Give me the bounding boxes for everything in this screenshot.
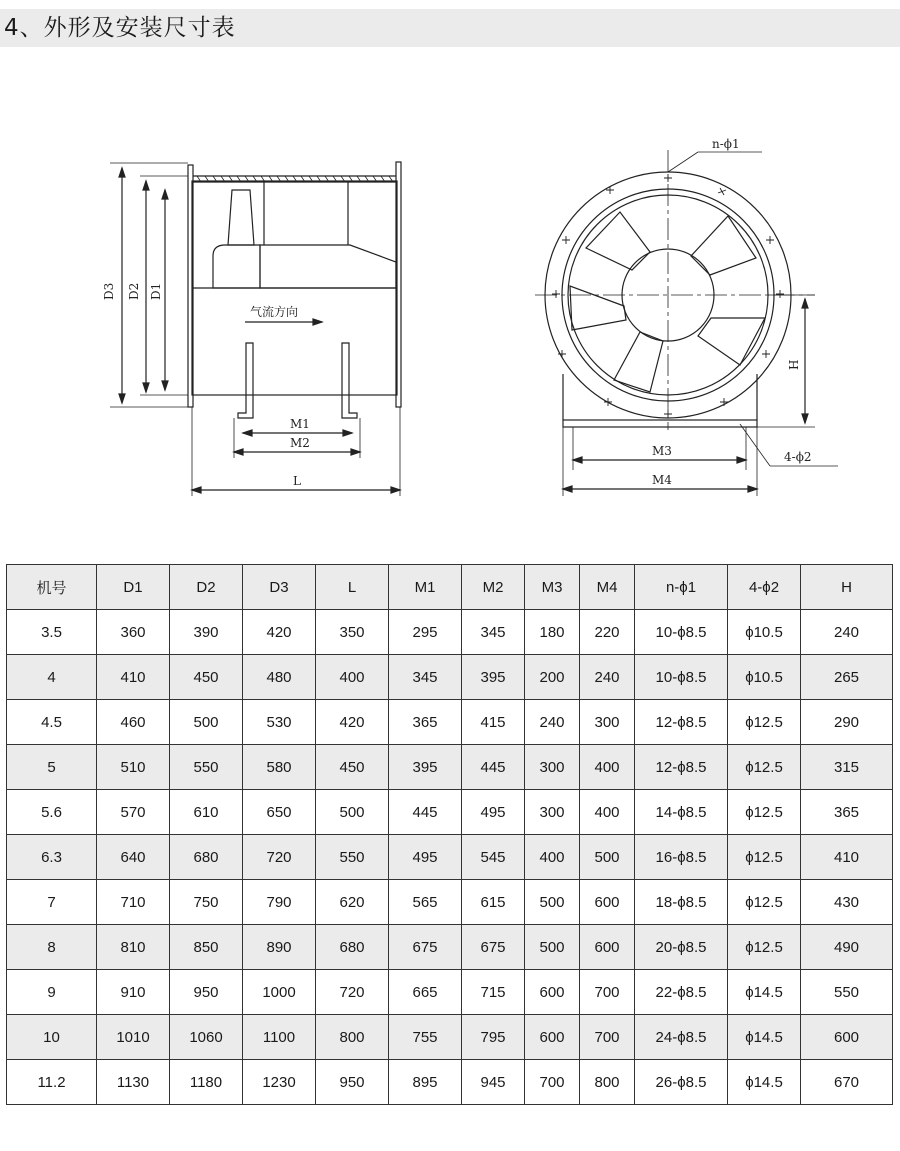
table-cell: 650 [243, 790, 316, 835]
table-cell: 495 [462, 790, 525, 835]
table-cell: 10 [7, 1015, 97, 1060]
table-cell: 410 [801, 835, 893, 880]
table-row [7, 610, 893, 655]
table-cell: 950 [170, 970, 243, 1015]
fan-dimension-drawing [0, 120, 900, 510]
table-cell: 8 [7, 925, 97, 970]
table-cell: 300 [525, 745, 580, 790]
table-cell: 400 [580, 745, 635, 790]
table-cell: ϕ10.5 [728, 610, 801, 655]
table-cell: 365 [801, 790, 893, 835]
table-cell: 1100 [243, 1015, 316, 1060]
table-cell: 240 [580, 655, 635, 700]
table-cell: 490 [801, 925, 893, 970]
table-row [7, 1060, 893, 1105]
table-cell: 545 [462, 835, 525, 880]
table-cell: 680 [316, 925, 389, 970]
table-cell: 420 [243, 610, 316, 655]
table-cell: 360 [97, 610, 170, 655]
table-cell: 430 [801, 880, 893, 925]
table-cell: 550 [316, 835, 389, 880]
table-row [7, 790, 893, 835]
table-cell: 950 [316, 1060, 389, 1105]
table-cell: 580 [243, 745, 316, 790]
table-cell: 6.3 [7, 835, 97, 880]
table-cell: 480 [243, 655, 316, 700]
table-row [7, 880, 893, 925]
table-cell: ϕ14.5 [728, 1015, 801, 1060]
n-phi1-label: n-ϕ1 [712, 137, 740, 151]
table-cell: 11.2 [7, 1060, 97, 1105]
table-cell: 1000 [243, 970, 316, 1015]
table-cell: 1230 [243, 1060, 316, 1105]
table-cell: 18-ϕ8.5 [635, 880, 728, 925]
table-cell: 5.6 [7, 790, 97, 835]
table-cell: 500 [316, 790, 389, 835]
table-cell: 550 [170, 745, 243, 790]
table-cell: 600 [580, 880, 635, 925]
table-row [7, 1015, 893, 1060]
table-cell: 675 [462, 925, 525, 970]
table-cell: 16-ϕ8.5 [635, 835, 728, 880]
table-row [7, 655, 893, 700]
column-header: M1 [389, 565, 462, 610]
table-cell: 14-ϕ8.5 [635, 790, 728, 835]
column-header: M2 [462, 565, 525, 610]
table-cell: ϕ14.5 [728, 1060, 801, 1105]
table-cell: ϕ12.5 [728, 745, 801, 790]
table-cell: 670 [801, 1060, 893, 1105]
table-cell: 5 [7, 745, 97, 790]
table-cell: 895 [389, 1060, 462, 1105]
column-header: M3 [525, 565, 580, 610]
table-cell: 12-ϕ8.5 [635, 745, 728, 790]
table-cell: 715 [462, 970, 525, 1015]
table-cell: 640 [97, 835, 170, 880]
table-cell: 415 [462, 700, 525, 745]
table-cell: 445 [389, 790, 462, 835]
table-cell: 9 [7, 970, 97, 1015]
table-cell: 400 [580, 790, 635, 835]
table-cell: 4.5 [7, 700, 97, 745]
table-header-row [7, 565, 893, 610]
table-cell: 680 [170, 835, 243, 880]
section-title-bar [0, 9, 900, 47]
table-cell: 4 [7, 655, 97, 700]
table-cell: 510 [97, 745, 170, 790]
four-phi2-label: 4-ϕ2 [784, 450, 812, 464]
table-cell: 1180 [170, 1060, 243, 1105]
table-cell: 460 [97, 700, 170, 745]
table-cell: 700 [580, 970, 635, 1015]
column-header: 机号 [7, 565, 97, 610]
table-cell: 720 [243, 835, 316, 880]
table-cell: 20-ϕ8.5 [635, 925, 728, 970]
table-cell: 300 [525, 790, 580, 835]
table-cell: 1060 [170, 1015, 243, 1060]
table-cell: 390 [170, 610, 243, 655]
table-cell: 220 [580, 610, 635, 655]
m1-label: M1 [290, 417, 310, 431]
table-cell: 200 [525, 655, 580, 700]
table-cell: 445 [462, 745, 525, 790]
table-cell: 615 [462, 880, 525, 925]
airflow-label: 气流方向 [250, 305, 299, 319]
section-title: 4、外形及安装尺寸表 [4, 15, 236, 41]
table-cell: ϕ12.5 [728, 835, 801, 880]
table-cell: 300 [580, 700, 635, 745]
column-header: D3 [243, 565, 316, 610]
table-cell: 850 [170, 925, 243, 970]
table-cell: ϕ10.5 [728, 655, 801, 700]
table-cell: 7 [7, 880, 97, 925]
table-cell: 500 [580, 835, 635, 880]
table-cell: 180 [525, 610, 580, 655]
side-view [102, 162, 401, 496]
column-header: M4 [580, 565, 635, 610]
table-cell: 295 [389, 610, 462, 655]
d3-label: D3 [102, 282, 116, 300]
table-cell: 890 [243, 925, 316, 970]
table-cell: 600 [525, 1015, 580, 1060]
table-cell: 395 [389, 745, 462, 790]
table-cell: 710 [97, 880, 170, 925]
table-cell: 600 [801, 1015, 893, 1060]
table-cell: 10-ϕ8.5 [635, 655, 728, 700]
table-row [7, 835, 893, 880]
table-cell: ϕ12.5 [728, 880, 801, 925]
table-cell: 10-ϕ8.5 [635, 610, 728, 655]
table-cell: 400 [525, 835, 580, 880]
table-cell: 700 [525, 1060, 580, 1105]
table-cell: 12-ϕ8.5 [635, 700, 728, 745]
table-row [7, 745, 893, 790]
table-cell: ϕ12.5 [728, 700, 801, 745]
h-label: H [787, 359, 801, 370]
table-cell: 565 [389, 880, 462, 925]
table-cell: 265 [801, 655, 893, 700]
m3-label: M3 [652, 444, 672, 458]
dimension-table [6, 564, 893, 1105]
table-cell: ϕ12.5 [728, 925, 801, 970]
table-cell: ϕ12.5 [728, 790, 801, 835]
table-cell: 240 [525, 700, 580, 745]
l-label: L [293, 474, 301, 488]
table-cell: 395 [462, 655, 525, 700]
table-row [7, 700, 893, 745]
table-cell: 945 [462, 1060, 525, 1105]
table-cell: 290 [801, 700, 893, 745]
d2-label: D2 [127, 282, 141, 300]
column-header: D2 [170, 565, 243, 610]
table-cell: 365 [389, 700, 462, 745]
table-cell: 620 [316, 880, 389, 925]
table-cell: 800 [580, 1060, 635, 1105]
table-cell: 450 [316, 745, 389, 790]
table-cell: 750 [170, 880, 243, 925]
table-cell: 350 [316, 610, 389, 655]
table-row [7, 925, 893, 970]
table-cell: 315 [801, 745, 893, 790]
table-cell: 810 [97, 925, 170, 970]
table-cell: 24-ϕ8.5 [635, 1015, 728, 1060]
table-cell: 345 [462, 610, 525, 655]
table-cell: 26-ϕ8.5 [635, 1060, 728, 1105]
front-view [535, 137, 838, 496]
table-cell: 790 [243, 880, 316, 925]
m2-label: M2 [290, 436, 310, 450]
table-cell: 665 [389, 970, 462, 1015]
column-header: H [801, 565, 893, 610]
table-cell: 500 [525, 880, 580, 925]
table-cell: 240 [801, 610, 893, 655]
column-header: L [316, 565, 389, 610]
table-cell: 410 [97, 655, 170, 700]
table-cell: 600 [580, 925, 635, 970]
table-cell: 530 [243, 700, 316, 745]
table-cell: 675 [389, 925, 462, 970]
table-cell: 800 [316, 1015, 389, 1060]
table-cell: 3.5 [7, 610, 97, 655]
table-cell: 600 [525, 970, 580, 1015]
table-cell: 1010 [97, 1015, 170, 1060]
table-cell: 910 [97, 970, 170, 1015]
table-cell: 550 [801, 970, 893, 1015]
m4-label: M4 [652, 473, 672, 487]
table-cell: 500 [170, 700, 243, 745]
table-row [7, 970, 893, 1015]
table-cell: 500 [525, 925, 580, 970]
table-cell: 700 [580, 1015, 635, 1060]
table-cell: 22-ϕ8.5 [635, 970, 728, 1015]
table-cell: 755 [389, 1015, 462, 1060]
column-header: n-ϕ1 [635, 565, 728, 610]
table-cell: 720 [316, 970, 389, 1015]
table-cell: 795 [462, 1015, 525, 1060]
column-header: 4-ϕ2 [728, 565, 801, 610]
table-cell: ϕ14.5 [728, 970, 801, 1015]
table-cell: 1130 [97, 1060, 170, 1105]
table-cell: 450 [170, 655, 243, 700]
table-cell: 420 [316, 700, 389, 745]
table-cell: 570 [97, 790, 170, 835]
table-cell: 495 [389, 835, 462, 880]
column-header: D1 [97, 565, 170, 610]
table-cell: 345 [389, 655, 462, 700]
table-cell: 400 [316, 655, 389, 700]
d1-label: D1 [149, 282, 163, 300]
table-cell: 610 [170, 790, 243, 835]
